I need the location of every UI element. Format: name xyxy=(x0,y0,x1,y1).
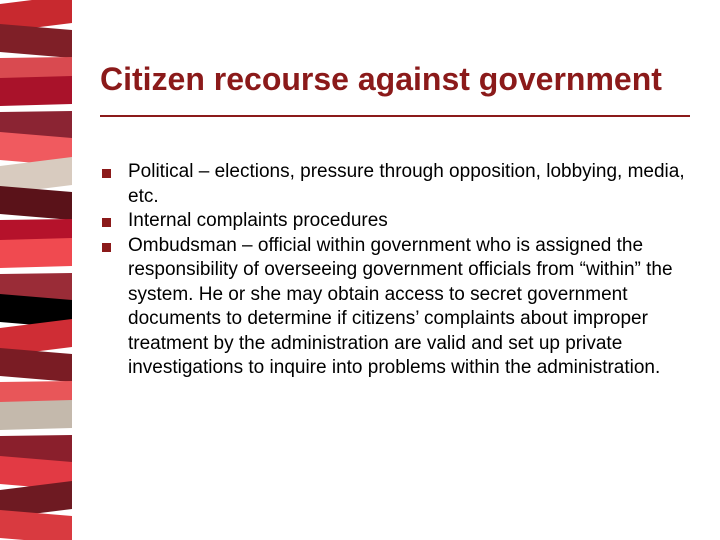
stripe-segment xyxy=(0,186,72,220)
stripe-segment xyxy=(0,76,72,106)
stripe-segment xyxy=(0,510,72,540)
bullet-item-internal-complaints xyxy=(100,209,700,234)
slide-title: Citizen recourse against government xyxy=(100,61,662,97)
stripe-segment xyxy=(0,238,72,268)
square-bullet-icon xyxy=(102,243,111,252)
bullet-text: Political – elections, pressure through opposition, lobbying, media, etc. xyxy=(128,161,685,207)
bullet-list xyxy=(100,160,700,381)
stripe-segment xyxy=(0,348,72,382)
square-bullet-icon xyxy=(102,169,111,178)
bullet-item-political xyxy=(100,160,700,209)
stripe-segment xyxy=(0,24,72,58)
title-area xyxy=(100,60,700,98)
bullet-text: Ombudsman – official within government who is assigned the responsibility of overseeing government officials from “within” the system. He or she may obtain access to secret government documents to determine if citizens’ complaints about improper treatment by the administration are valid and set up private investigations to inquire into problems within the administration. xyxy=(128,234,673,378)
title-underline xyxy=(100,115,690,117)
decorative-stripe-bar xyxy=(0,0,72,540)
bullet-item-ombudsman xyxy=(100,234,700,381)
stripe-segment xyxy=(0,400,72,430)
bullet-text: Internal complaints procedures xyxy=(128,210,388,231)
square-bullet-icon xyxy=(102,218,111,227)
